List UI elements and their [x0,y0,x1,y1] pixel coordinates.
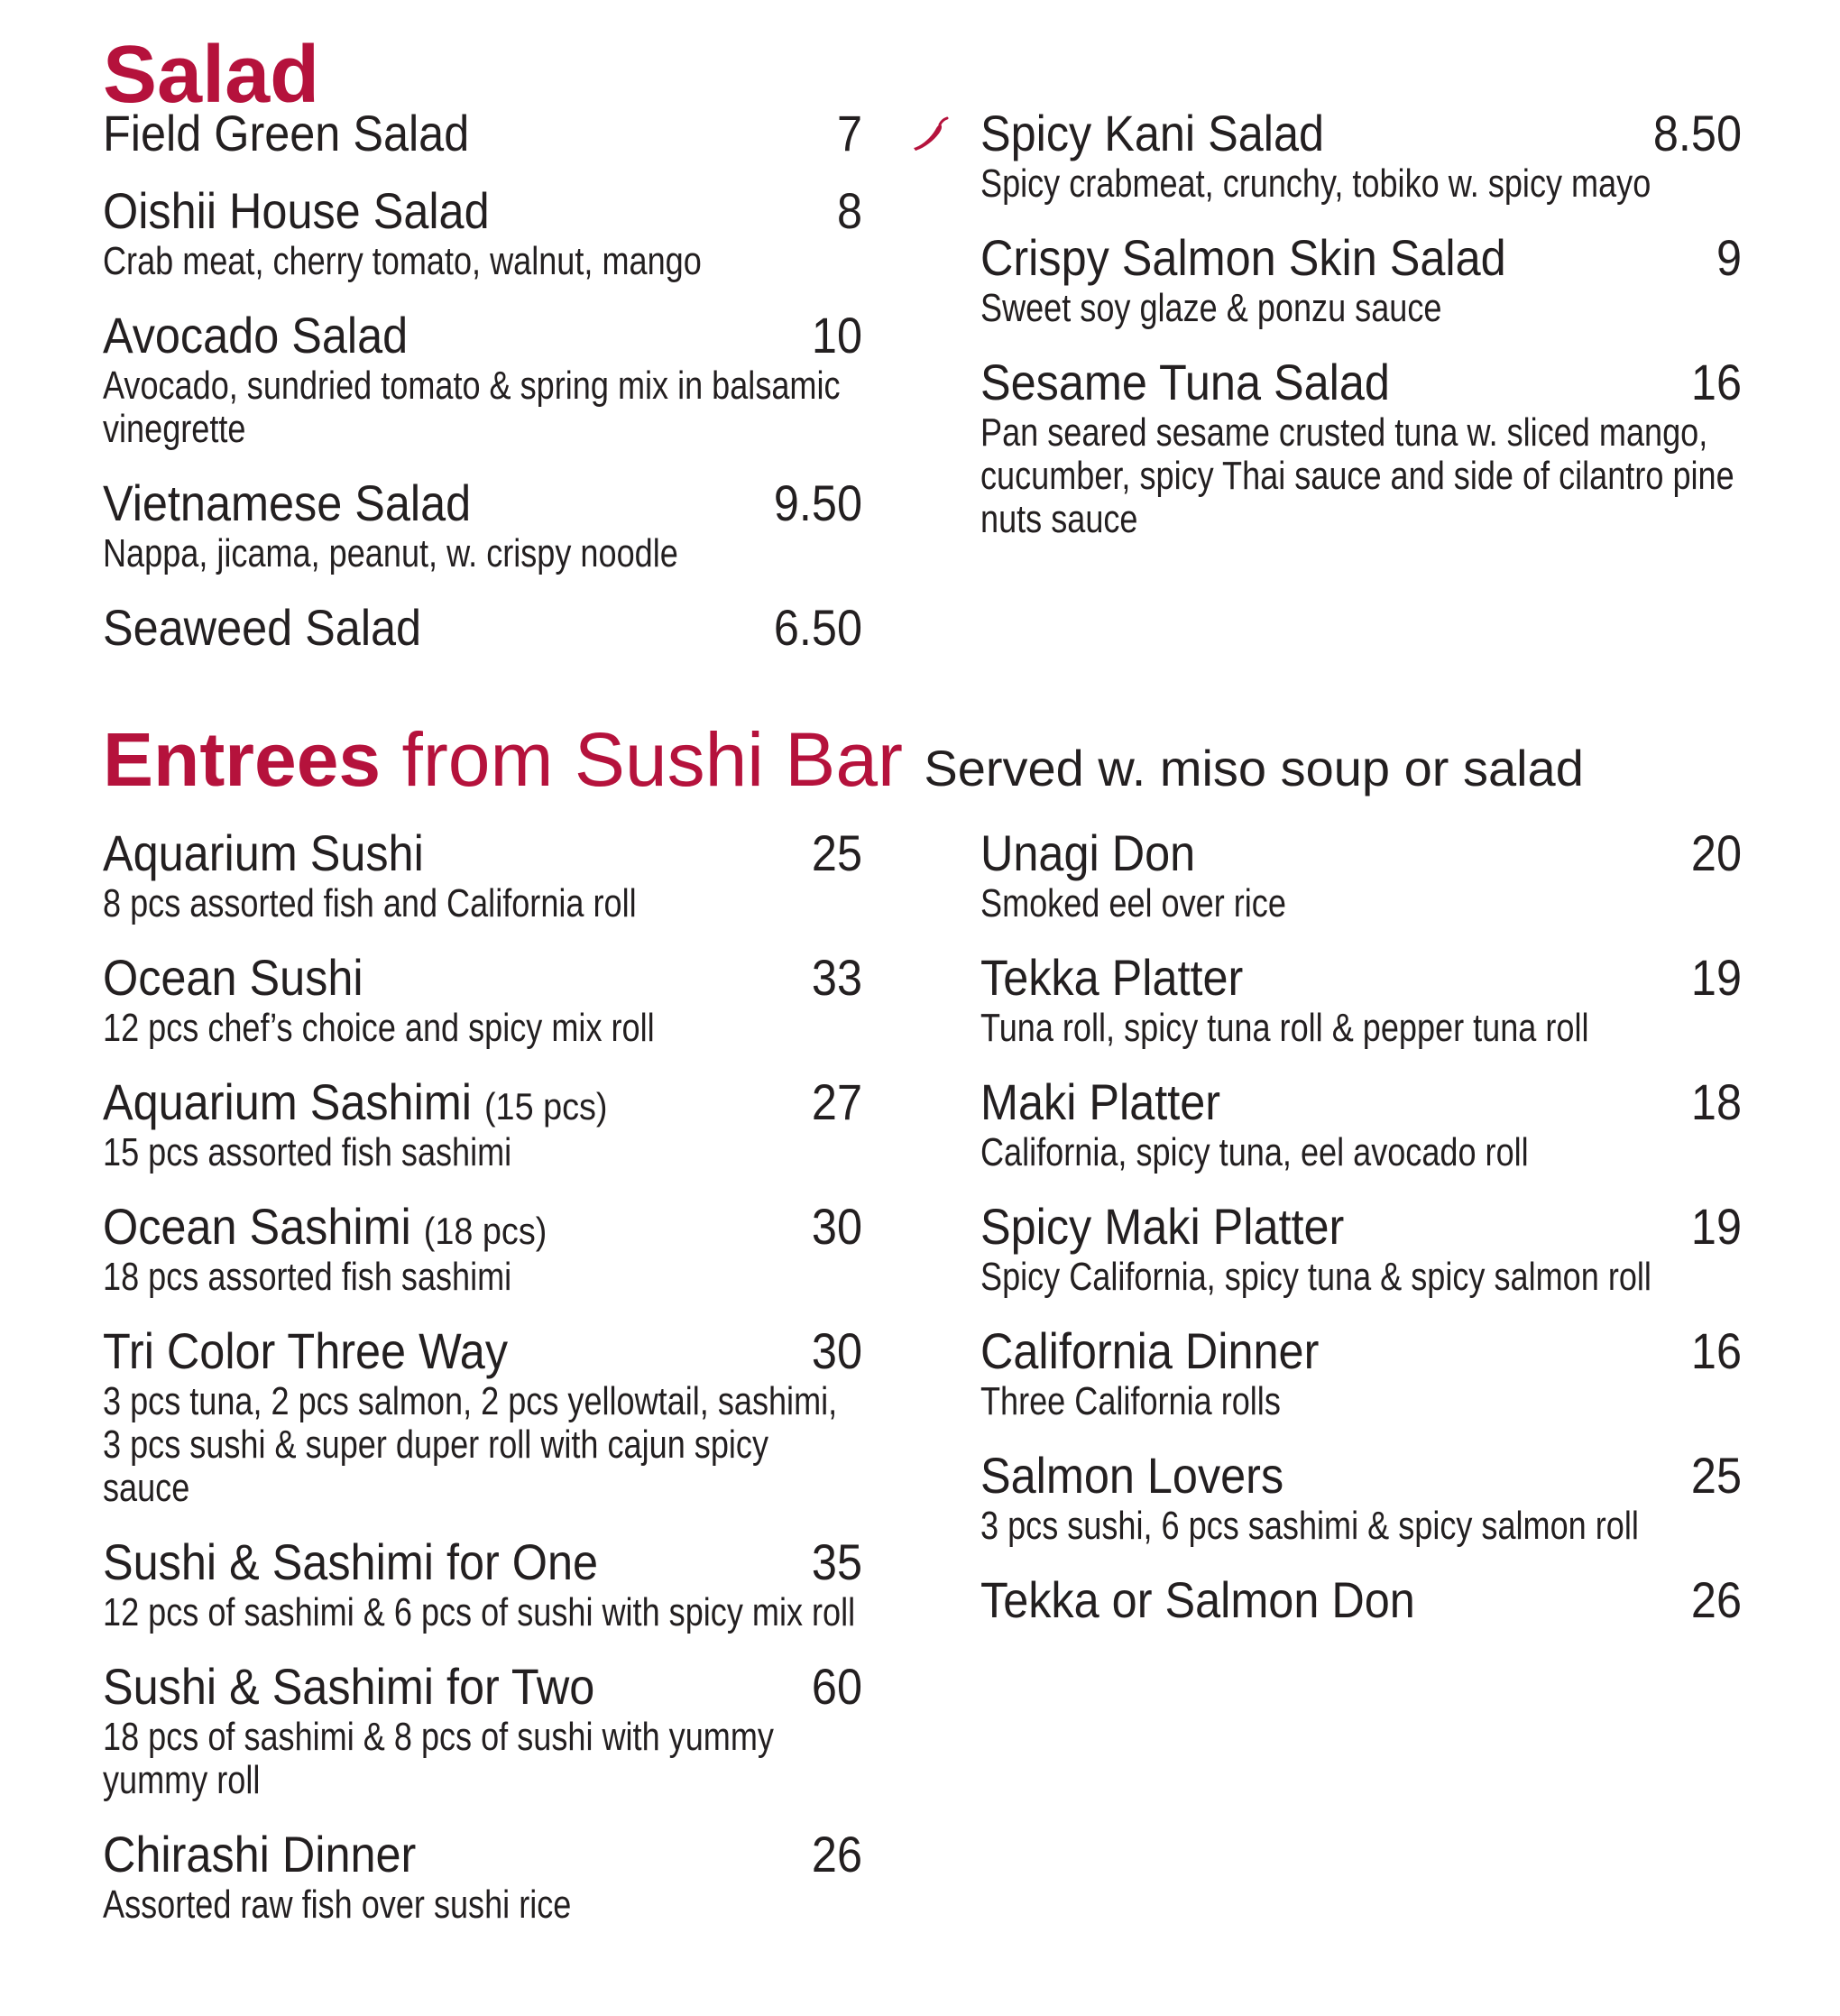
menu-item [103,307,862,451]
menu-item [103,1533,862,1634]
item-name: Avocado Salad [103,307,409,364]
item-price: 30 [811,1322,862,1379]
item-price: 33 [811,949,862,1006]
salad-right-column [980,105,1742,541]
menu-item [980,1198,1742,1299]
menu-item [103,1826,862,1927]
item-name: Sesame Tuna Salad [980,354,1390,410]
item-price: 30 [811,1198,862,1255]
item-name: Tekka or Salmon Don [980,1571,1415,1628]
item-description: Three California rolls [980,1379,1281,1423]
item-name: Seaweed Salad [103,599,422,656]
chili-pepper-icon [908,114,950,155]
item-description: 3 pcs tuna, 2 pcs salmon, 2 pcs yellowtail, sashimi, 3 pcs sushi & super duper roll with cajun spicy sauce [103,1379,838,1510]
item-price: 18 [1690,1073,1742,1130]
item-name: Crispy Salmon Skin Salad [980,229,1506,286]
item-price: 19 [1690,949,1742,1006]
item-name: Sushi & Sashimi for One [103,1533,599,1590]
entrees-title-light: from Sushi Bar [401,717,904,802]
entrees-left-column [103,824,862,1927]
item-price: 26 [1690,1571,1742,1628]
item-name: Oishii House Salad [103,182,490,239]
item-name: Chirashi Dinner [103,1826,417,1883]
item-price: 20 [1690,824,1742,881]
item-piece-count: (18 pcs) [423,1210,547,1252]
item-price: 27 [811,1073,862,1130]
item-price: 8 [836,182,862,239]
item-description: Crab meat, cherry tomato, walnut, mango [103,239,702,283]
item-name: Tri Color Three Way [103,1322,509,1379]
menu-item [103,182,862,283]
item-description: Tuna roll, spicy tuna roll & pepper tuna roll [980,1006,1589,1050]
item-price: 26 [811,1826,862,1883]
item-price: 16 [1690,354,1742,410]
item-price: 25 [1690,1447,1742,1504]
item-description: 8 pcs assorted fish and California roll [103,881,637,925]
menu-item [103,474,862,575]
item-description: Smoked eel over rice [980,881,1286,925]
item-name: Spicy Kani Salad [980,105,1325,161]
item-description: Spicy California, spicy tuna & spicy salmon roll [980,1255,1651,1299]
item-description: 3 pcs sushi, 6 pcs sashimi & spicy salmon roll [980,1504,1639,1548]
item-name: Field Green Salad [103,105,470,161]
entrees-right-column [980,824,1742,1628]
item-piece-count: (15 pcs) [483,1085,608,1128]
menu-item [980,949,1742,1050]
item-price: 9.50 [773,474,862,531]
item-price: 25 [811,824,862,881]
menu-item [103,599,862,656]
item-price: 9 [1716,229,1742,286]
item-price: 6.50 [773,599,862,656]
item-name: Unagi Don [980,824,1196,881]
item-price: 35 [811,1533,862,1590]
item-description: 18 pcs assorted fish sashimi [103,1255,512,1299]
item-description: 12 pcs of sashimi & 6 pcs of sushi with spicy mix roll [103,1590,856,1634]
menu-item [103,824,862,925]
item-name: Maki Platter [980,1073,1221,1130]
menu-item [980,1073,1742,1174]
menu-item [980,1322,1742,1423]
item-price: 16 [1690,1322,1742,1379]
entrees-title-bold: Entrees [103,717,382,802]
item-description: 12 pcs chef’s choice and spicy mix roll [103,1006,655,1050]
menu-item [980,1571,1742,1628]
item-name: Aquarium Sushi [103,824,424,881]
menu-item [103,1322,862,1510]
entrees-served-note: Served w. miso soup or salad [924,740,1584,796]
salad-section-title: Salad [103,30,320,120]
item-name: California Dinner [980,1322,1320,1379]
item-description: Spicy crabmeat, crunchy, tobiko w. spicy mayo [980,161,1651,206]
item-price: 19 [1690,1198,1742,1255]
item-price: 8.50 [1652,105,1742,161]
salad-left-column [103,105,862,656]
menu-item [103,1658,862,1802]
item-name: Sushi & Sashimi for Two [103,1658,595,1715]
item-description: Sweet soy glaze & ponzu sauce [980,286,1442,330]
menu-item [103,1073,862,1174]
menu-item [103,949,862,1050]
menu-item [980,1447,1742,1548]
entrees-section-title [103,717,1584,802]
item-description: 15 pcs assorted fish sashimi [103,1130,512,1174]
item-description: Pan seared sesame crusted tuna w. sliced mango, cucumber, spicy Thai sauce and side of cilantro pine nuts sauce [980,410,1734,541]
item-description: Nappa, jicama, peanut, w. crispy noodle [103,531,678,575]
menu-item [103,105,862,161]
item-description: 18 pcs of sashimi & 8 pcs of sushi with yummy yummy roll [103,1715,774,1802]
item-name: Tekka Platter [980,949,1244,1006]
item-name: Spicy Maki Platter [980,1198,1345,1255]
menu-item [980,354,1742,541]
item-price: 60 [811,1658,862,1715]
menu-item [103,1198,862,1299]
item-name: Vietnamese Salad [103,474,472,531]
item-name: Aquarium Sashimi [103,1073,472,1130]
item-price: 10 [811,307,862,364]
menu-item [980,229,1742,330]
menu-item [980,105,1742,206]
menu-item [980,824,1742,925]
item-price: 7 [836,105,862,161]
item-name: Ocean Sushi [103,949,363,1006]
item-name: Salmon Lovers [980,1447,1284,1504]
item-description: California, spicy tuna, eel avocado roll [980,1130,1529,1174]
item-description: Assorted raw fish over sushi rice [103,1883,572,1927]
item-description: Avocado, sundried tomato & spring mix in balsamic vinegrette [103,364,841,451]
item-name: Ocean Sashimi [103,1198,411,1255]
